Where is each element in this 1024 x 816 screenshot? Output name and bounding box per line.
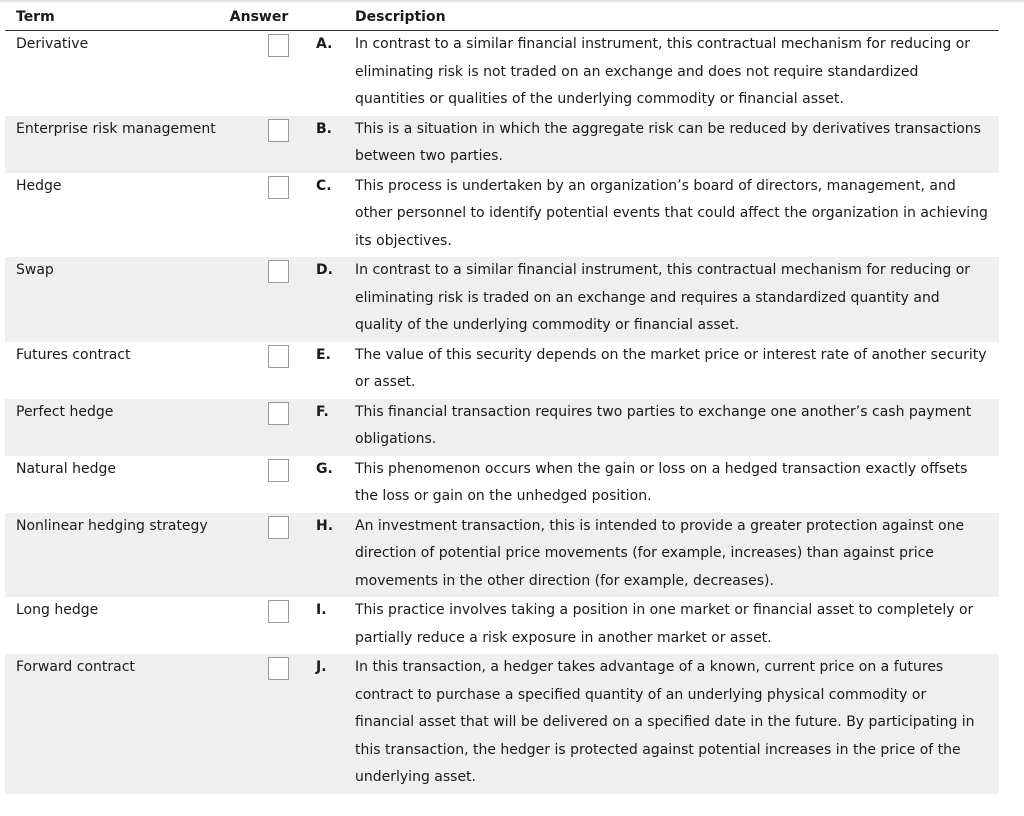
- table-row: [5, 654, 999, 794]
- term-label: Natural hedge: [16, 460, 116, 477]
- description-text: In this transaction, a hedger takes advantage of a known, current price on a futures contract to purchase a specified quantity of an underlying physical commodity or financial asset that will be delivered on a specified date in the future. By participating in this transaction, the hedger is protected against potential increases in the price of the underlying asset.: [355, 654, 999, 794]
- description-text: In contrast to a similar financial instrument, this contractual mechanism for reducing or eliminating risk is traded on an exchange and requires a standardized quantity and quality of the underlying commodity or financial asset.: [355, 257, 999, 342]
- answer-column-header: Answer: [220, 3, 316, 31]
- description-text: In contrast to a similar financial instrument, this contractual mechanism for reducing or eliminating risk is not traded on an exchange and does not require standardized quantities or qualities of the underlying commodity or financial asset.: [355, 36, 971, 107]
- answer-input[interactable]: [268, 600, 289, 623]
- answer-input[interactable]: [268, 260, 289, 283]
- description-letter: C.: [316, 177, 332, 194]
- answer-input[interactable]: [268, 459, 289, 482]
- term-label: Derivative: [16, 36, 89, 52]
- description-text: This process is undertaken by an organization’s board of directors, management, and other personnel to identify potential events that could affect the organization in achieving its objectives.: [355, 177, 988, 249]
- description-text: This financial transaction requires two parties to exchange one another’s cash payment obligations.: [355, 399, 999, 456]
- description-text: This is a situation in which the aggregate risk can be reduced by derivatives transactions between two parties.: [355, 116, 999, 173]
- description-column-header: Description: [355, 3, 999, 31]
- table-row: [5, 116, 999, 173]
- description-text: This practice involves taking a position in one market or financial asset to completely or partially reduce a risk exposure in another market or asset.: [355, 602, 974, 646]
- table-row: [5, 513, 999, 598]
- description-letter: I.: [316, 602, 327, 618]
- description-letter: F.: [316, 399, 355, 456]
- table-row: [5, 31, 999, 116]
- answer-input[interactable]: [268, 657, 289, 680]
- table-row: [5, 456, 999, 513]
- term-label: Long hedge: [16, 602, 99, 618]
- description-letter: E.: [316, 346, 331, 363]
- term-label: Swap: [5, 257, 220, 342]
- description-text: This phenomenon occurs when the gain or loss on a hedged transaction exactly offsets the loss or gain on the unhedged position.: [355, 460, 968, 504]
- description-letter: A.: [316, 36, 333, 52]
- table-row: [5, 257, 999, 342]
- answer-input[interactable]: [268, 119, 289, 142]
- description-text: An investment transaction, this is intended to provide a greater protection against one direction of potential price movements (for example, increases) than against price movements in the other direction (for example, decreases).: [355, 513, 999, 598]
- term-label: Hedge: [16, 177, 62, 194]
- top-divider: [0, 0, 1024, 2]
- table-row: [5, 342, 999, 399]
- table-header-row: [5, 3, 999, 31]
- table-row: [5, 597, 999, 654]
- description-text: The value of this security depends on the market price or interest rate of another security or asset.: [355, 346, 987, 390]
- term-label: Perfect hedge: [5, 399, 220, 456]
- answer-input[interactable]: [268, 402, 289, 425]
- table-row: [5, 173, 999, 258]
- table-row: [5, 399, 999, 456]
- matching-table: [5, 3, 999, 794]
- answer-input[interactable]: [268, 516, 289, 539]
- description-letter: D.: [316, 257, 355, 342]
- term-label: Nonlinear hedging strategy: [5, 513, 220, 598]
- term-column-header: Term: [5, 3, 220, 31]
- description-letter: J.: [316, 654, 355, 794]
- answer-input[interactable]: [268, 176, 289, 199]
- letter-column-header: [316, 3, 355, 31]
- term-label: Futures contract: [16, 346, 131, 363]
- term-label: Forward contract: [5, 654, 220, 794]
- description-letter: G.: [316, 460, 333, 477]
- answer-input[interactable]: [268, 34, 289, 57]
- term-label: Enterprise risk management: [5, 116, 220, 173]
- description-letter: B.: [316, 116, 355, 173]
- answer-input[interactable]: [268, 345, 289, 368]
- description-letter: H.: [316, 513, 355, 598]
